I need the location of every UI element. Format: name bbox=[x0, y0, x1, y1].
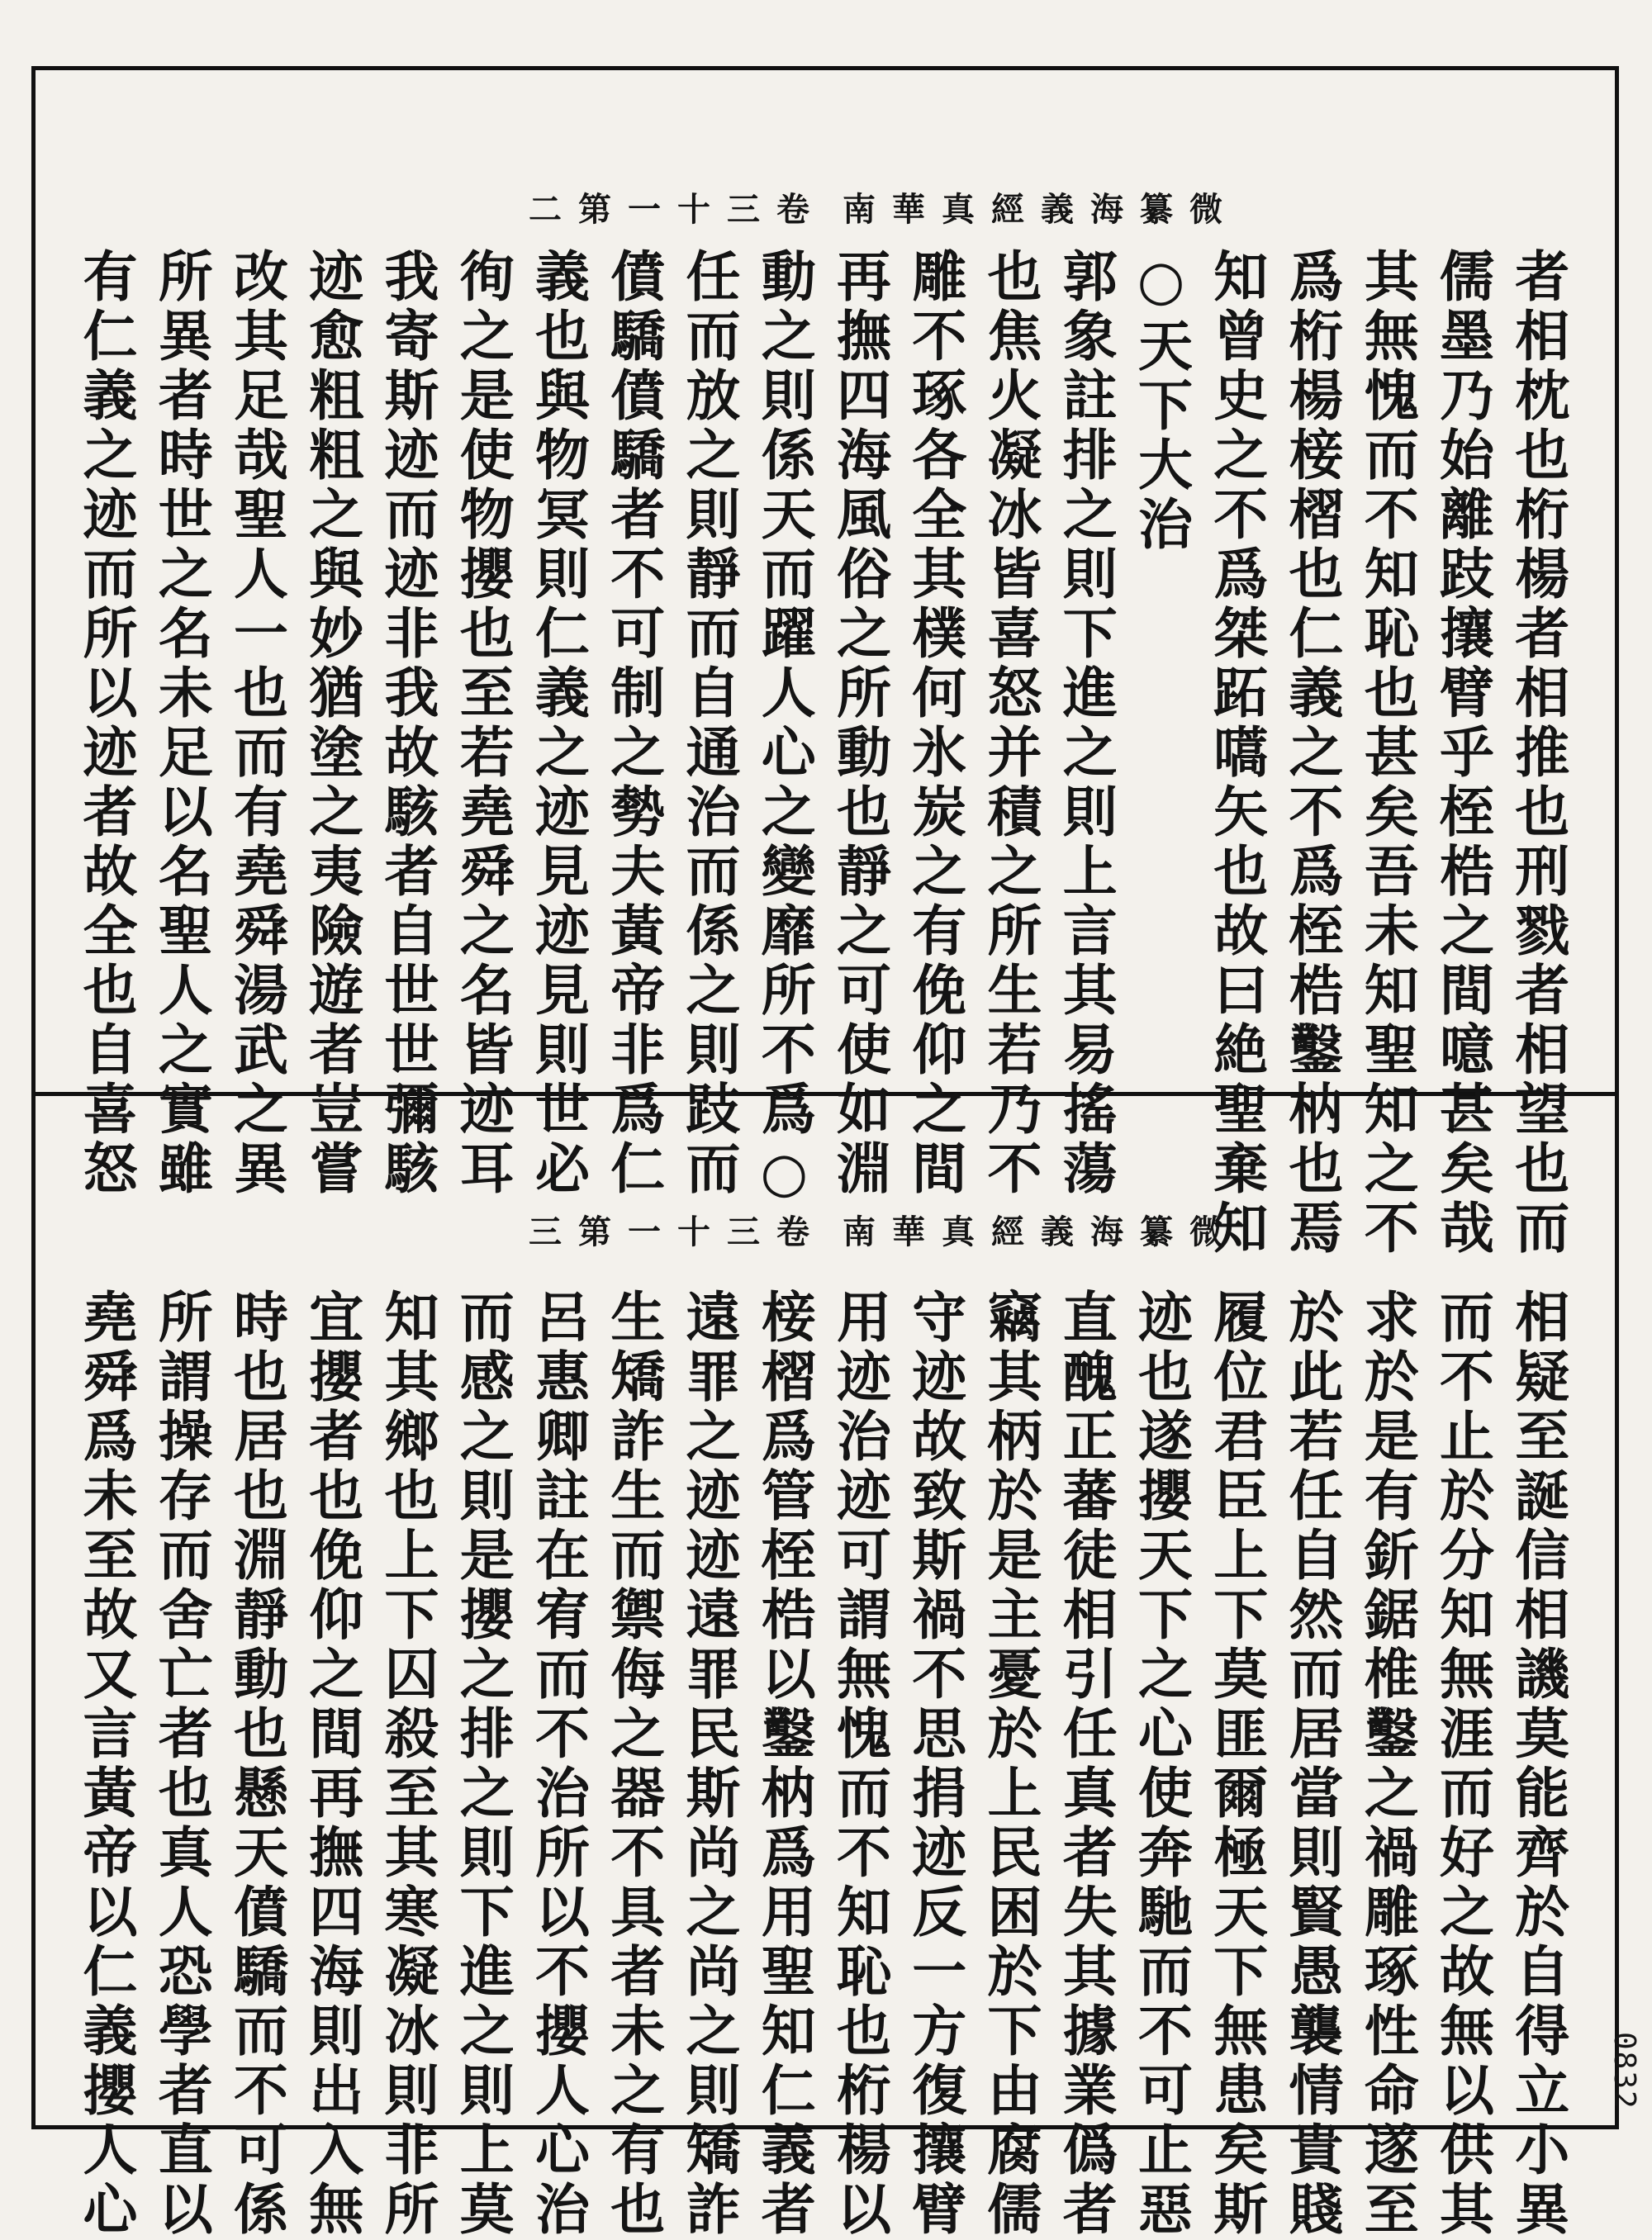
text-column: 動之則係天而躍人心之變靡所不爲○ bbox=[752, 248, 817, 1209]
text-column: 生矯詐生而禦侮之器不具者未之有也 bbox=[601, 1288, 666, 2240]
top-header-volume: 二第一十三卷 bbox=[529, 190, 826, 229]
text-column: 遠罪之迹迹遠罪民斯尚之尚之則矯詐 bbox=[676, 1288, 741, 2240]
text-column: 用迹治迹可謂無愧而不知恥也桁楊以 bbox=[827, 1288, 892, 2240]
text-column: 守迹故致斯禍不思捐迹反一方復攘臂 bbox=[902, 1288, 967, 2240]
text-column: 椄槢爲管桎梏以鑿枘爲用聖知仁義者 bbox=[752, 1288, 817, 2240]
text-column: 履位君臣上下莫匪爾極天下無患矣斯 bbox=[1203, 1288, 1269, 2240]
text-column: 相疑至誕信相譏莫能齊於自得立小異 bbox=[1505, 1288, 1570, 2240]
text-column: 迹愈粗粗之與妙猶塗之夷險遊者豈嘗 bbox=[299, 248, 364, 1199]
text-column: 者相枕也桁楊者相推也刑戮者相望也而 bbox=[1505, 248, 1570, 1259]
bottom-text-columns bbox=[74, 1288, 1570, 2240]
text-column: 其無愧而不知恥也甚矣吾未知聖知之不 bbox=[1355, 248, 1420, 1259]
text-column: 義也與物冥則仁義之迹見迹見則世必 bbox=[525, 248, 591, 1199]
text-column: 任而放之則靜而自通治而係之則跂而 bbox=[676, 248, 741, 1199]
top-header-title: 南華真經義海纂微 bbox=[843, 190, 1239, 229]
text-column: 所謂操存而舍亡者也真人恐學者直以 bbox=[149, 1288, 214, 2240]
bottom-header-volume: 三第一十三卷 bbox=[529, 1213, 826, 1251]
text-column: 呂惠卿註在宥而不治所以不攖人心治 bbox=[525, 1288, 591, 2240]
text-column: 改其足哉聖人一也而有堯舜湯武之異 bbox=[224, 248, 289, 1199]
text-column: 直醜正蕃徒相引任真者失其據業僞者 bbox=[1053, 1288, 1118, 2240]
text-column: 也焦火凝冰皆喜怒并積之所生若乃不 bbox=[978, 248, 1042, 1199]
text-column: 宜攖者也俛仰之間再撫四海則出入無 bbox=[299, 1288, 364, 2240]
text-column: 竊其柄於是主憂於上民困於下由腐儒 bbox=[978, 1288, 1042, 2240]
text-column: 所異者時世之名未足以名聖人之實雖 bbox=[149, 248, 214, 1199]
text-column: 徇之是使物攖也至若堯舜之名皆迹耳 bbox=[450, 248, 515, 1199]
text-column: 求於是有釿鋸椎鑿之禍雕琢性命遂至 bbox=[1355, 1288, 1420, 2240]
text-column: 時也居也淵靜動也懸天僨驕而不可係 bbox=[224, 1288, 289, 2240]
text-column: 爲桁楊椄槢也仁義之不爲桎梏鑿枘也焉 bbox=[1279, 248, 1344, 1259]
text-column: 郭象註排之則下進之則上言其易搖蕩 bbox=[1053, 248, 1118, 1199]
text-column: 知其鄉也上下囚殺至其寒凝冰則非所 bbox=[375, 1288, 439, 2240]
text-column: 而不止於分知無涯而好之故無以供其 bbox=[1430, 1288, 1495, 2240]
page-number: 0832 bbox=[1607, 2032, 1641, 2110]
text-column: 堯舜爲未至故又言黃帝以仁義攖人心 bbox=[74, 1288, 138, 2240]
text-column: 於此若任自然而居當則賢愚襲情貴賤 bbox=[1279, 1288, 1344, 2240]
text-column: 儒墨乃始離跂攘臂乎桎梏之間噫甚矣哉 bbox=[1430, 248, 1495, 1259]
text-column: 而感之則是攖之排之則下進之則上莫 bbox=[450, 1288, 515, 2240]
text-column: 有仁義之迹而所以迹者故全也自喜怒 bbox=[74, 248, 138, 1199]
text-column: 僨驕僨驕者不可制之勢夫黃帝非爲仁 bbox=[601, 248, 666, 1199]
text-column: 我寄斯迹而迹非我故駭者自世世彌駭 bbox=[375, 248, 439, 1199]
text-column: 迹也遂攖天下之心使奔馳而不可止惡 bbox=[1128, 1288, 1194, 2240]
text-column: ○天下大治 bbox=[1128, 248, 1194, 555]
bottom-header-title: 南華真經義海纂微 bbox=[843, 1213, 1239, 1251]
text-column: 雕不琢各全其樸何氷炭之有俛仰之間 bbox=[902, 248, 967, 1199]
text-column: 再撫四海風俗之所動也靜之可使如淵 bbox=[827, 248, 892, 1199]
text-column: 知曾史之不爲桀跖嚆矢也故曰絶聖棄知 bbox=[1203, 248, 1269, 1259]
